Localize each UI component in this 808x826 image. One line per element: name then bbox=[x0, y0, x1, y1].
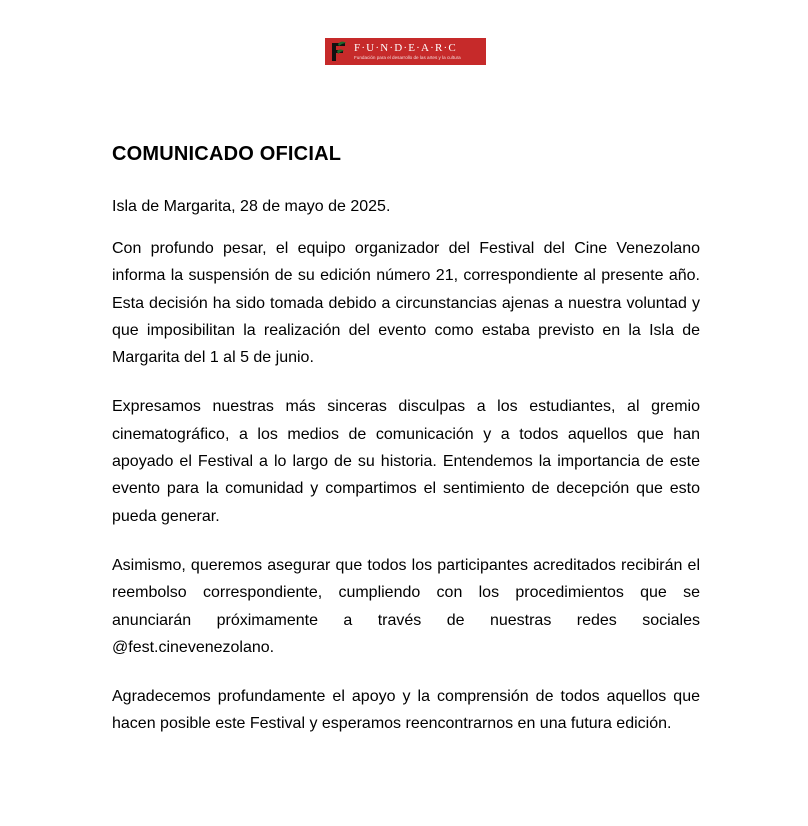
document-title: COMUNICADO OFICIAL bbox=[112, 143, 342, 165]
logo-text bbox=[352, 38, 486, 65]
paragraph-3: Asimismo, queremos asegurar que todos los participantes acreditados recibirán el reembolso correspondiente, cumpliendo con los procedimientos que se anunciarán próximamente a través de nuestras redes sociales @fest.cinevenezolano. bbox=[112, 556, 700, 656]
document-body bbox=[112, 142, 700, 738]
logo-tagline: Fundación para el desarrollo de las artes y la cultura bbox=[354, 55, 461, 60]
fundearc-emblem-icon bbox=[325, 38, 352, 65]
logo-name: F·U·N·D·E·A·R·C bbox=[354, 42, 457, 54]
paragraph-2: Expresamos nuestras más sinceras disculpas a los estudiantes, al gremio cinematográfico, a los medios de comunicación y a todos aquellos que han apoyado el Festival a lo largo de su historia. Entendemos la importancia de este evento para la comunidad y compartimos el sentimiento de decepción que esto pueda generar. bbox=[112, 398, 700, 525]
paragraph-1: Con profundo pesar, el equipo organizador del Festival del Cine Venezolano informa la suspensión de su edición número 21, correspondiente al presente año. Esta decisión ha sido tomada debido a circunstancias ajenas a nuestra voluntad y que imposibilitan la realización del evento como estaba previsto en la Isla de Margarita del 1 al 5 de junio. bbox=[112, 240, 700, 367]
fundearc-logo bbox=[325, 38, 486, 65]
paragraph-4: Agradecemos profundamente el apoyo y la comprensión de todos aquellos que hacen posible este Festival y esperamos reencontrarnos en una futura edición. bbox=[112, 688, 700, 733]
date-line: Isla de Margarita, 28 de mayo de 2025. bbox=[112, 198, 391, 215]
